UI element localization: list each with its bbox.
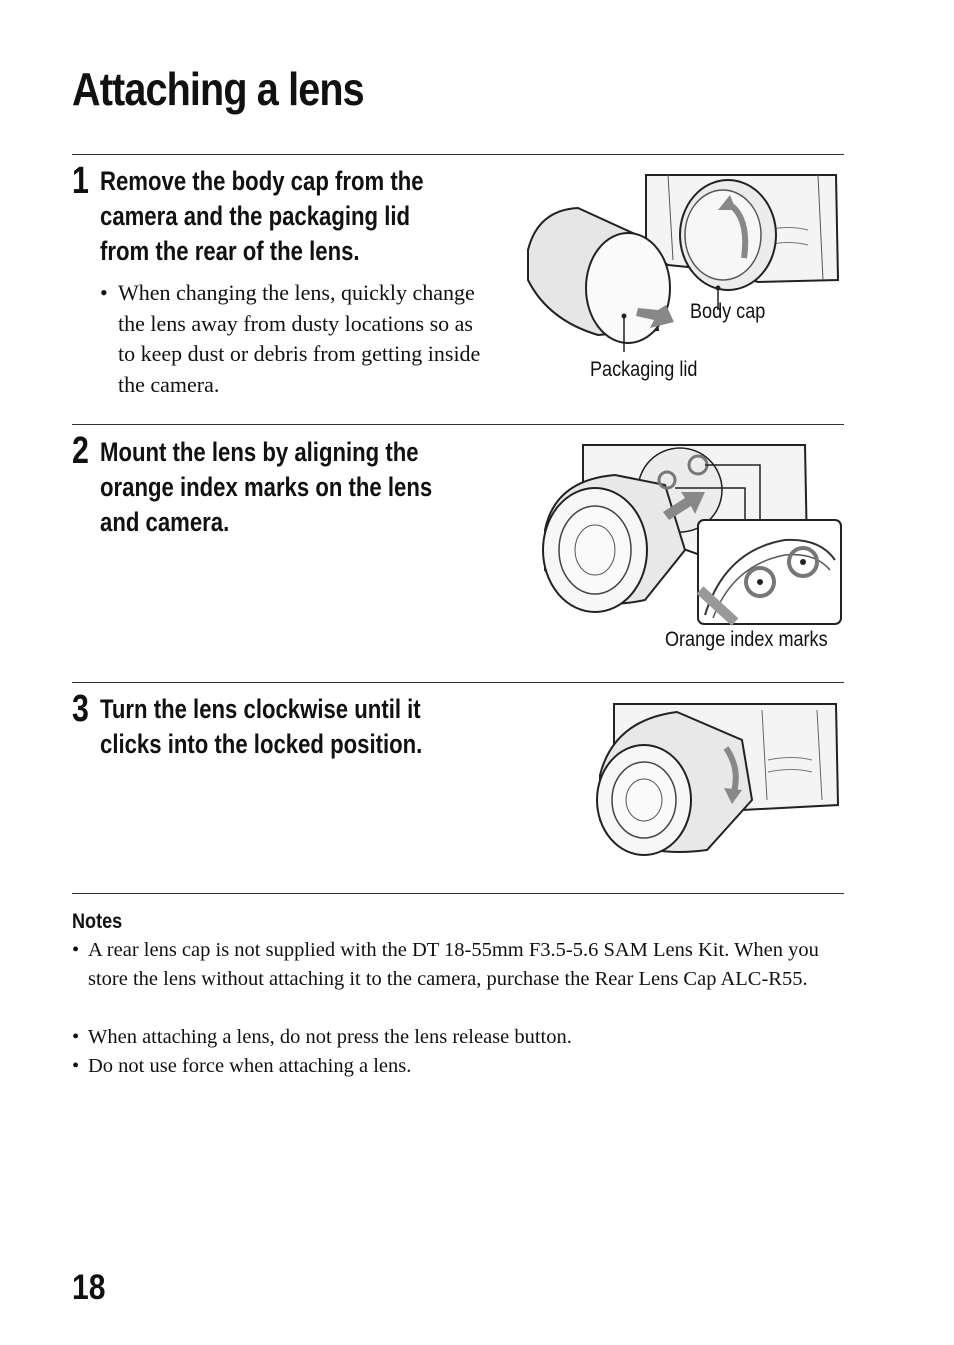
camera-lens-removal-illustration xyxy=(518,170,843,370)
lens-locking-illustration xyxy=(592,700,842,860)
bullet-marker: • xyxy=(72,1026,80,1048)
step-instruction-line: and camera. xyxy=(100,507,230,537)
step-number: 3 xyxy=(72,688,89,730)
step-tip-text: When changing the lens, quickly change the lens away from dusty locations so as to keep dust or debris from getting inside the camera. xyxy=(118,280,481,397)
notes-heading: Notes xyxy=(72,910,123,933)
bullet-marker: • xyxy=(100,280,108,305)
step-instruction-line: from the rear of the lens. xyxy=(100,236,360,266)
orange-index-marks-label: Orange index marks xyxy=(665,628,828,651)
section-divider xyxy=(72,682,844,683)
body-cap-label: Body cap xyxy=(690,300,766,323)
step-instruction-line: clicks into the locked position. xyxy=(100,729,423,759)
step-number: 2 xyxy=(72,430,89,472)
bullet-marker: • xyxy=(72,1055,80,1077)
step-instruction xyxy=(100,164,540,269)
bullet-marker: • xyxy=(72,939,80,961)
step-instruction-line: Turn the lens clockwise until it xyxy=(100,694,421,724)
lens-mount-alignment-illustration xyxy=(535,440,845,630)
step-instruction-line: camera and the packaging lid xyxy=(100,201,411,231)
section-divider xyxy=(72,154,844,155)
packaging-lid-label: Packaging lid xyxy=(590,358,698,381)
step-number: 1 xyxy=(72,160,89,202)
note-item xyxy=(72,1052,852,1081)
step-instruction xyxy=(100,435,540,540)
note-text: Do not use force when attaching a lens. xyxy=(88,1055,412,1077)
step-instruction-line: Mount the lens by aligning the xyxy=(100,437,419,467)
note-text: When attaching a lens, do not press the lens release button. xyxy=(88,1026,572,1048)
note-item xyxy=(72,936,852,994)
section-divider xyxy=(72,424,844,425)
section-divider xyxy=(72,893,844,894)
step-tip xyxy=(100,278,490,400)
note-text: A rear lens cap is not supplied with the DT 18-55mm F3.5-5.6 SAM Lens Kit. When you store the lens without attaching it to the camera, purchase the Rear Lens Cap ALC-R55. xyxy=(88,939,819,990)
step-instruction-line: orange index marks on the lens xyxy=(100,472,433,502)
page-title: Attaching a lens xyxy=(72,63,364,115)
step-instruction xyxy=(100,692,540,762)
step-instruction-line: Remove the body cap from the xyxy=(100,166,424,196)
note-item xyxy=(72,1023,852,1052)
page-number: 18 xyxy=(72,1268,106,1307)
